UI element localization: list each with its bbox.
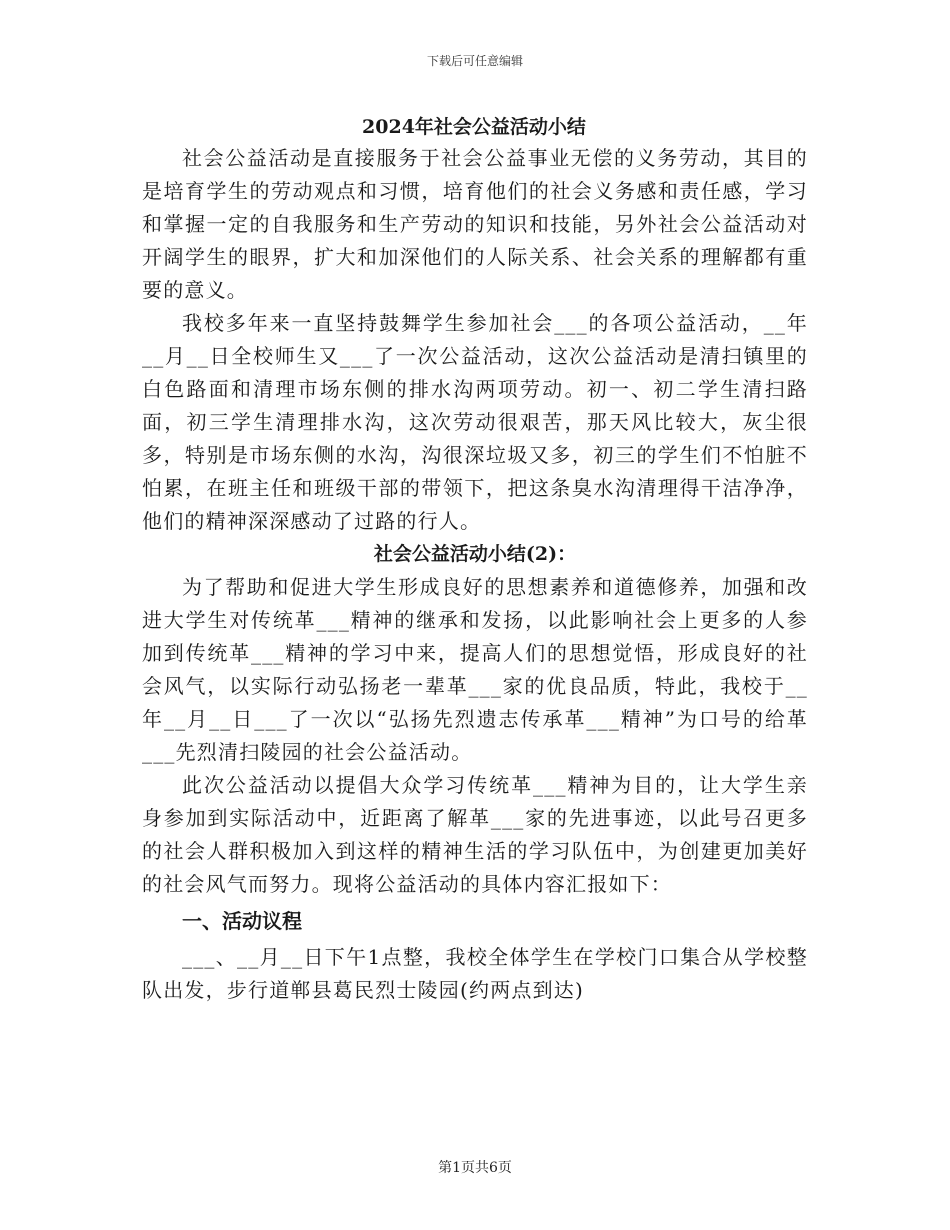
document-body xyxy=(142,112,808,1007)
paragraph-purpose: 为了帮助和促进大学生形成良好的思想素养和道德修养，加强和改进大学生对传统革___精神的继承和发扬，以此影响社会上更多的人参加到传统革___精神的学习中来，提高人们的思想觉悟，形成良好的社会风气，以实际行动弘扬老一辈革___家的优良品质，特此，我校于__年__月__日___了一次以“弘扬先烈遗志传承革___精神”为口号的给革___先烈清扫陵园的社会公益活动。 xyxy=(142,575,808,764)
paragraph-agenda-item: ___、__月__日下午1点整，我校全体学生在学校门口集合从学校整队出发，步行道郸县葛民烈士陵园(约两点到达) xyxy=(142,945,808,1002)
page-footer-number: 第1页共6页 xyxy=(438,1160,512,1176)
section-subtitle: 社会公益活动小结(2)： xyxy=(373,543,577,565)
document-title: 2024年社会公益活动小结 xyxy=(362,116,586,138)
paragraph-school-activity: 我校多年来一直坚持鼓舞学生参加社会___的各项公益活动，__年__月__日全校师生又___了一次公益活动，这次公益活动是清扫镇里的白色路面和清理市场东侧的排水沟两项劳动。初一、初二学生清扫路面，初三学生清理排水沟，这次劳动很艰苦，那天风比较大，灰尘很多，特别是市场东侧的水沟，沟很深垃圾又多，初三的学生们不怕脏不怕累，在班主任和班级干部的带领下，把这条臭水沟清理得干洁净净，他们的精神深深感动了过路的行人。 xyxy=(142,311,808,533)
paragraph-goal: 此次公益活动以提倡大众学习传统革___精神为目的，让大学生亲身参加到实际活动中，近距离了解革___家的先进事迹，以此号召更多的社会人群积极加入到这样的精神生活的学习队伍中，为创建更加美好的社会风气而努力。现将公益活动的具体内容汇报如下： xyxy=(142,773,808,896)
section-heading-agenda: 一、活动议程 xyxy=(182,909,302,933)
paragraph-intro: 社会公益活动是直接服务于社会公益事业无偿的义务劳动，其目的是培育学生的劳动观点和习惯，培育他们的社会义务感和责任感，学习和掌握一定的自我服务和生产劳动的知识和技能，另外社会公益活动对开阔学生的眼界，扩大和加深他们的人际关系、社会关系的理解都有重要的意义。 xyxy=(142,146,808,302)
page-header-note: 下载后可任意编辑 xyxy=(426,54,523,68)
